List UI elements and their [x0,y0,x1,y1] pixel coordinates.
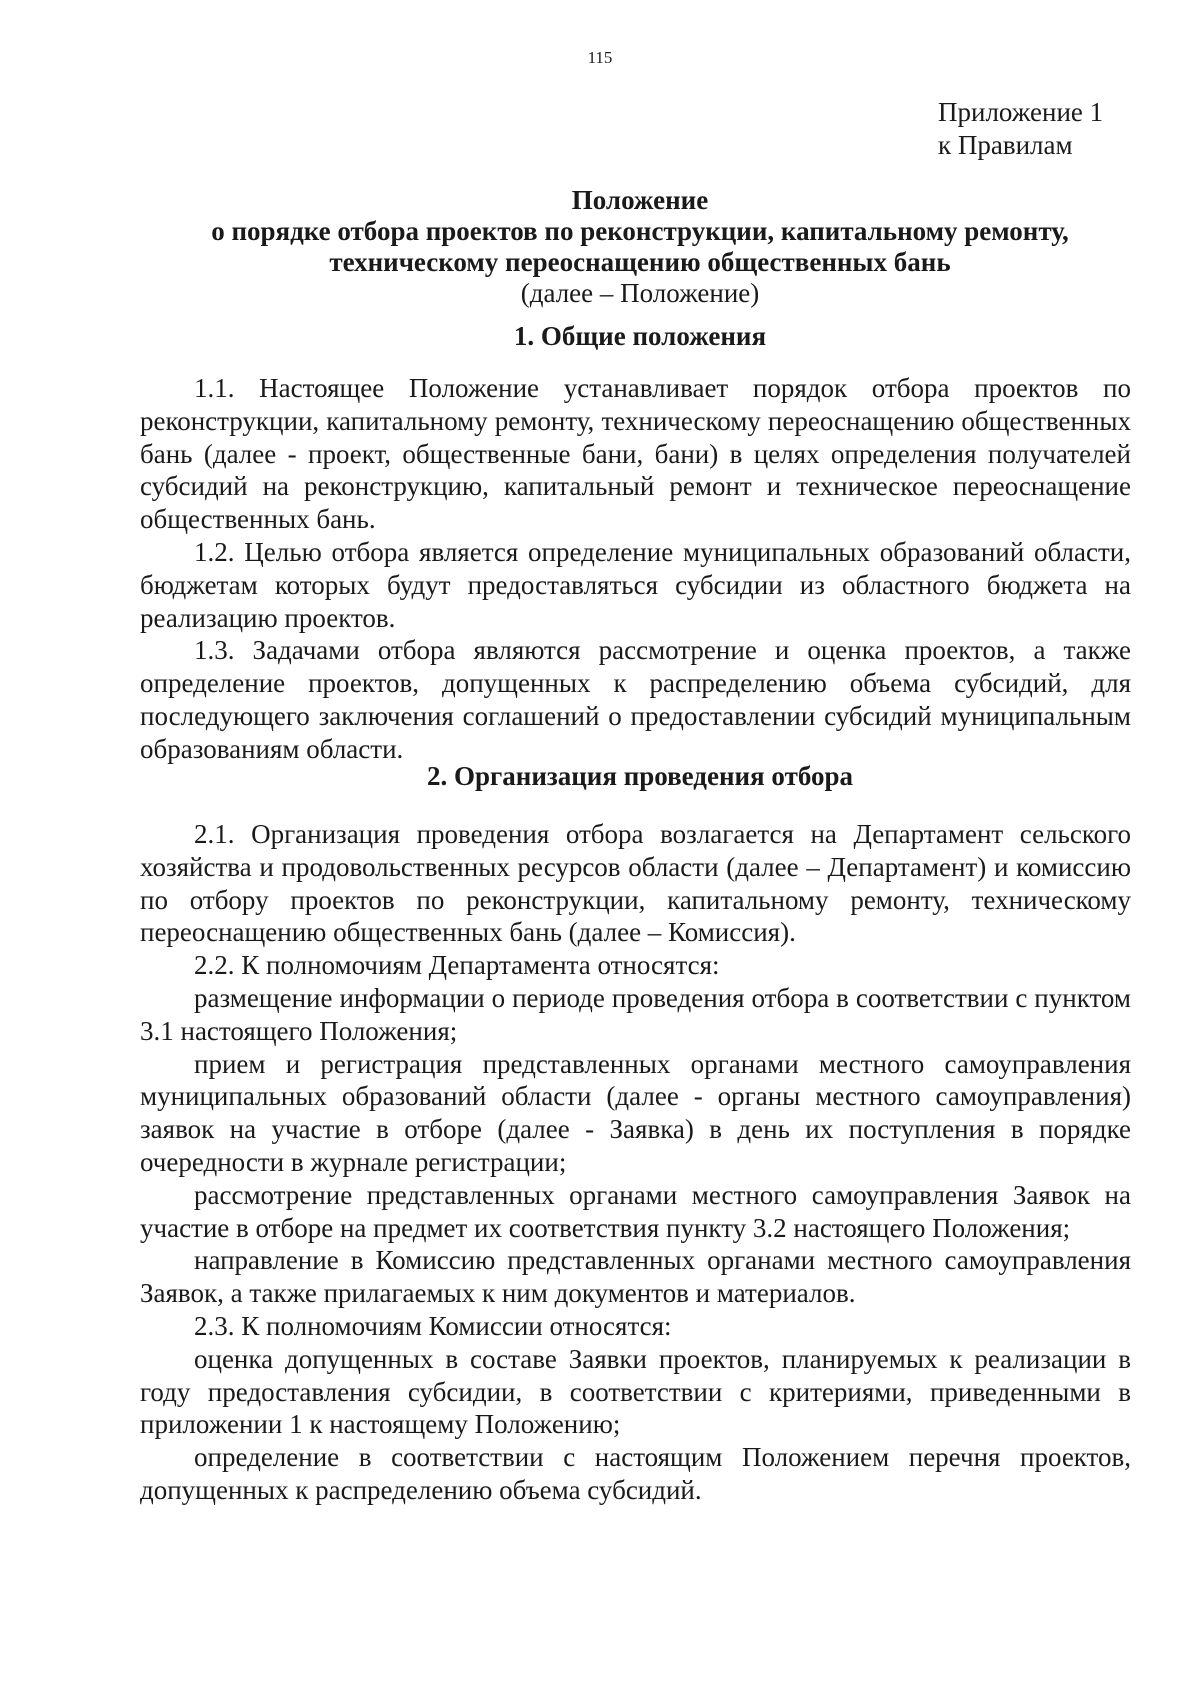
title-line-3: техническому переоснащению общественных бань [329,247,951,277]
paragraph-2-2-item-3: рассмотрение представленных органами местного самоуправления Заявок на участие в отборе на предмет их соответствия пункту 3.2 настоящего Положения; [140,1179,1131,1243]
annex-line-1: Приложение 1 [938,97,1104,127]
paragraph-2-3-item-1: оценка допущенных в составе Заявки проектов, планируемых к реализации в году предоставления субсидии, в соответствии с критериями, приведенными в приложении 1 к настоящему Положению; [140,1343,1131,1440]
paragraph-2-3: 2.3. К полномочиям Комиссии относятся: [194,1310,672,1341]
paragraph-2-3-item-2: определение в соответствии с настоящим Положением перечня проектов, допущенных к распределению объема субсидий. [140,1442,1131,1505]
section-2-body [140,818,1131,1507]
document-title [140,185,1140,309]
section-1-heading: 1. Общие положения [513,321,767,351]
title-line-4: (далее – Положение) [520,278,760,308]
page-number: 115 [587,48,613,67]
paragraph-2-2-item-1: размещение информации о периоде проведения отбора в соответствии с пунктом 3.1 настоящего Положения; [140,982,1131,1046]
section-1-body [140,372,1131,766]
title-line-2: о порядке отбора проектов по реконструкции, капитальному ремонту, [211,216,1069,246]
paragraph-1-2: 1.2. Целью отбора является определение муниципальных образований области, бюджетам которых будут предоставляться субсидии из областного бюджета на реализацию проектов. [140,536,1131,633]
paragraph-1-1: 1.1. Настоящее Положение устанавливает порядок отбора проектов по реконструкции, капитальному ремонту, техническому переоснащению общественных бань (далее - проект, общественные бани, бани) в целях определения получателей субсидий на реконструкцию, капитальный ремонт и техническое переоснащение общественных бань. [140,373,1131,535]
paragraph-1-3: 1.3. Задачами отбора являются рассмотрение и оценка проектов, а также определение проектов, допущенных к распределению объема субсидий, для последующего заключения соглашений о предоставлении субсидий муниципальным образованиям области. [140,635,1131,764]
paragraph-2-1: 2.1. Организация проведения отбора возлагается на Департамент сельского хозяйства и продовольственных ресурсов области (далее – Департамент) и комиссию по отбору проектов по реконструкции, капитальному ремонту, техническому переоснащению общественных бань (далее – Комиссия). [140,819,1131,948]
paragraph-2-2-item-4: направление в Комиссию представленных органами местного самоуправления Заявок, а также прилагаемых к ним документов и материалов. [140,1245,1131,1309]
annex-reference [938,96,1103,162]
paragraph-2-2-item-2: прием и регистрация представленных органами местного самоуправления муниципальных образований области (далее - органы местного самоуправления) заявок на участие в отборе (далее - Заявка) в день их поступления в порядке очередности в журнале регистрации; [140,1048,1131,1177]
title-line-1: Положение [571,185,709,215]
section-2-heading: 2. Организация проведения отбора [426,761,853,791]
annex-line-2: к Правилам [938,130,1073,160]
paragraph-2-2: 2.2. К полномочиям Департамента относятся: [194,950,720,981]
